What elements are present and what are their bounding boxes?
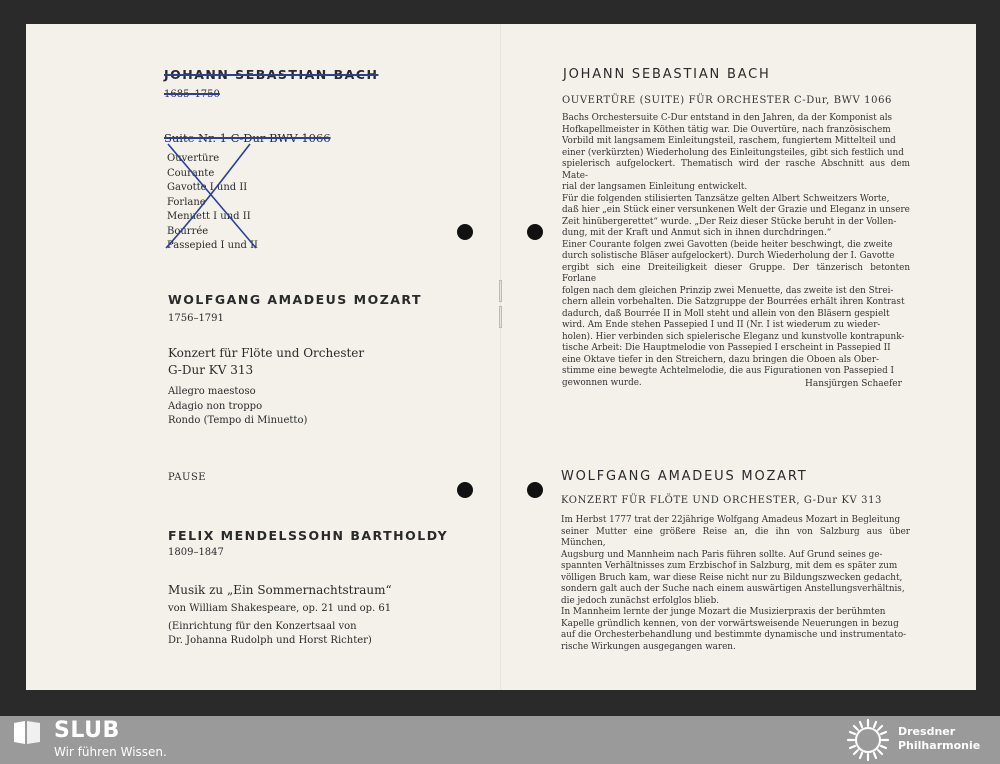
bach-movement: Courante: [167, 167, 215, 179]
mozart-notes-line: Im Herbst 1777 trat der 22jährige Wolfgang Amadeus Mozart in Begleitung: [561, 515, 901, 525]
mendelssohn-dates: 1809–1847: [168, 547, 224, 558]
bach-notes-line: Bachs Orchestersuite C-Dur entstand in den Jahren, da der Komponist als: [562, 113, 893, 123]
handwritten-cross-mark: [162, 140, 262, 252]
staple: [499, 306, 502, 328]
bach-composer-struck: JOHANN SEBASTIAN BACH: [164, 67, 379, 82]
bach-notes-line: daß hier „ein Stück einer versunkenen Welt der Grazie und Eleganz in unsere: [562, 205, 910, 215]
mozart-notes-subtitle: KONZERT FÜR FLÖTE UND ORCHESTER, G-Dur KV 313: [561, 495, 883, 506]
mendelssohn-detail-line: (Einrichtung für den Konzertsaal von: [168, 620, 357, 632]
punch-hole: [457, 482, 473, 498]
mendelssohn-detail-line: von William Shakespeare, op. 21 und op. 61: [168, 603, 392, 614]
partner-name-line2[interactable]: Philharmonie: [898, 739, 981, 752]
bach-notes-subtitle: OUVERTÜRE (SUITE) FÜR ORCHESTER C-Dur, BWV 1066: [562, 95, 892, 106]
bach-movement: Ouvertüre: [167, 153, 220, 164]
mendelssohn-details: [168, 602, 391, 649]
bach-notes-line: spielerisch aufgelockert. Thematisch wird der rasche Abschnitt aus dem Mate-: [562, 159, 910, 181]
bach-movement: Bourrée: [167, 225, 209, 237]
bach-notes-line: Einer Courante folgen zwei Gavotten (beide heiter beschwingt, die zweite: [562, 239, 893, 250]
bach-notes-line: holen). Hier verbinden sich spielerische Eleganz und kunstvolle kontrapunk-: [562, 331, 905, 342]
mozart-notes-line: Augsburg und Mannheim nach Paris führen sollte. Auf Grund seines ge-: [561, 549, 883, 560]
bach-notes-author: Hansjürgen Schaefer: [805, 379, 902, 389]
bach-notes-heading: JOHANN SEBASTIAN BACH: [563, 67, 771, 82]
bach-dates-struck: 1685–1750: [164, 89, 220, 100]
bach-notes-line: Hofkapellmeister in Köthen tätig war. Die Ouvertüre, nach französischem: [562, 124, 891, 135]
slub-book-icon: [12, 720, 42, 746]
bach-movement: Gavotte I und II: [167, 182, 248, 193]
bach-notes-line: Zeit hinübergerettet“ wurde. „Der Reiz dieser Stücke beruht in der Vollen-: [562, 216, 897, 227]
slub-tagline: Wir führen Wissen.: [54, 745, 167, 759]
mendelssohn-composer: FELIX MENDELSSOHN BARTHOLDY: [168, 528, 449, 543]
bach-notes-line: chern allein vorbehalten. Die Satzgruppe der Bourrées erhält ihren Kontrast: [562, 297, 905, 307]
slub-logo-text[interactable]: SLUB: [54, 718, 120, 743]
bach-notes-line: wird. Am Ende stehen Passepied I und II (Nr. I ist wiederum zu wieder-: [562, 320, 881, 330]
bach-notes-line: durch solistische Bläser aufgelockert). Durch Wiederholung der I. Gavotte: [562, 251, 895, 261]
bach-notes-line: Für die folgenden stilisierten Tanzsätze gelten Albert Schweitzers Worte,: [562, 193, 890, 204]
bach-notes-line: ergibt sich eine Dreiteiligkeit dieser Gruppe. Der tänzerisch betonten Forlane: [562, 262, 910, 284]
philharmonie-star-icon: [846, 718, 890, 762]
bach-movement: Forlane: [167, 196, 206, 208]
bach-notes-line: eine Oktave tiefer in den Streichern, dazu bringen die Oboen als Ober-: [562, 354, 880, 365]
bach-notes-line: Vorbild mit langsamem Einleitungsteil, raschem, fungiertem Mittelteil und: [562, 136, 896, 146]
mozart-notes-line: rische Wirkungen ausgegangen waren.: [561, 641, 736, 652]
mozart-notes-line: Kapelle gründlich kennen, von der vorwärtsweisende Neuerungen in bezug: [561, 618, 899, 629]
mozart-movement: Rondo (Tempo di Minuetto): [168, 415, 308, 426]
mozart-dates: 1756–1791: [168, 313, 224, 324]
staple: [499, 280, 502, 302]
mendelssohn-work-title: Musik zu „Ein Sommernachtstraum“: [168, 583, 392, 597]
bach-notes-line: rial der langsamen Einleitung entwickelt.: [562, 182, 748, 192]
bach-notes-line: folgen nach dem gleichen Prinzip zwei Menuette, das zweite ist den Strei-: [562, 285, 894, 296]
mozart-notes-line: auf die Orchesterbehandlung und bestimmte dynamische und instrumentato-: [561, 630, 907, 640]
bach-notes-line: tische Arbeit: Die Hauptmelodie von Passepied I erscheint in Passepied II: [562, 343, 891, 353]
bach-notes-line: gewonnen wurde.: [562, 377, 642, 388]
punch-hole: [527, 482, 543, 498]
punch-hole: [527, 224, 543, 240]
bach-movement: Passepied I und II: [167, 240, 259, 251]
mozart-notes-line: seiner Mutter eine größere Reise an, die ihn von Salzburg aus über München,: [561, 526, 910, 548]
bach-notes-text: [562, 113, 910, 389]
mozart-notes-line: sondern galt auch der Suche nach einem auswärtigen Anstellungsverhältnis,: [561, 584, 905, 594]
footer-bar: [0, 716, 1000, 764]
bach-notes-line: einer (verkürzten) Wiederholung des Einleitungsteiles, gibt sich festlich und: [562, 147, 904, 158]
mendelssohn-detail-line: Dr. Johanna Rudolph und Horst Richter): [168, 635, 372, 646]
program-sheet: [26, 24, 976, 690]
mozart-movement: Adagio non troppo: [168, 400, 263, 412]
mozart-notes-heading: WOLFGANG AMADEUS MOZART: [561, 469, 808, 484]
punch-hole: [457, 224, 473, 240]
mozart-movement-list: [168, 385, 307, 429]
mozart-work-key: G-Dur KV 313: [168, 363, 254, 377]
partner-name-line1[interactable]: Dresdner: [898, 725, 956, 738]
bach-notes-line: dadurch, daß Bourrée II in Moll steht und allein von den Bläsern gespielt: [562, 308, 890, 319]
mozart-notes-text: [561, 515, 910, 653]
mozart-movement: Allegro maestoso: [168, 386, 256, 397]
mozart-notes-line: In Mannheim lernte der junge Mozart die Musizierpraxis der berühmten: [561, 607, 886, 617]
mozart-notes-line: die jedoch zunächst erfolglos blieb.: [561, 595, 720, 606]
bach-movement: Menuett I und II: [167, 211, 251, 222]
intermission-label: PAUSE: [168, 472, 207, 483]
bach-notes-line: dung, mit der Kraft und Anmut sich in ihnen durchdringen.“: [562, 228, 832, 238]
center-fold: [500, 24, 501, 690]
mozart-notes-line: völligen Bruch kam, war diese Reise nicht nur zu Bildungszwecken gedacht,: [561, 572, 903, 583]
mozart-work-title: Konzert für Flöte und Orchester: [168, 346, 365, 360]
bach-work-struck: Suite Nr. 1 C-Dur BWV 1066: [164, 131, 331, 145]
mozart-notes-line: spannten Verhältnisses zum Erzbischof in Salzburg, mit dem es später zum: [561, 561, 898, 571]
bach-notes-line: stimme eine bewegte Achtelmelodie, die aus Figurationen von Passepied I: [562, 366, 894, 376]
mozart-composer: WOLFGANG AMADEUS MOZART: [168, 292, 423, 307]
